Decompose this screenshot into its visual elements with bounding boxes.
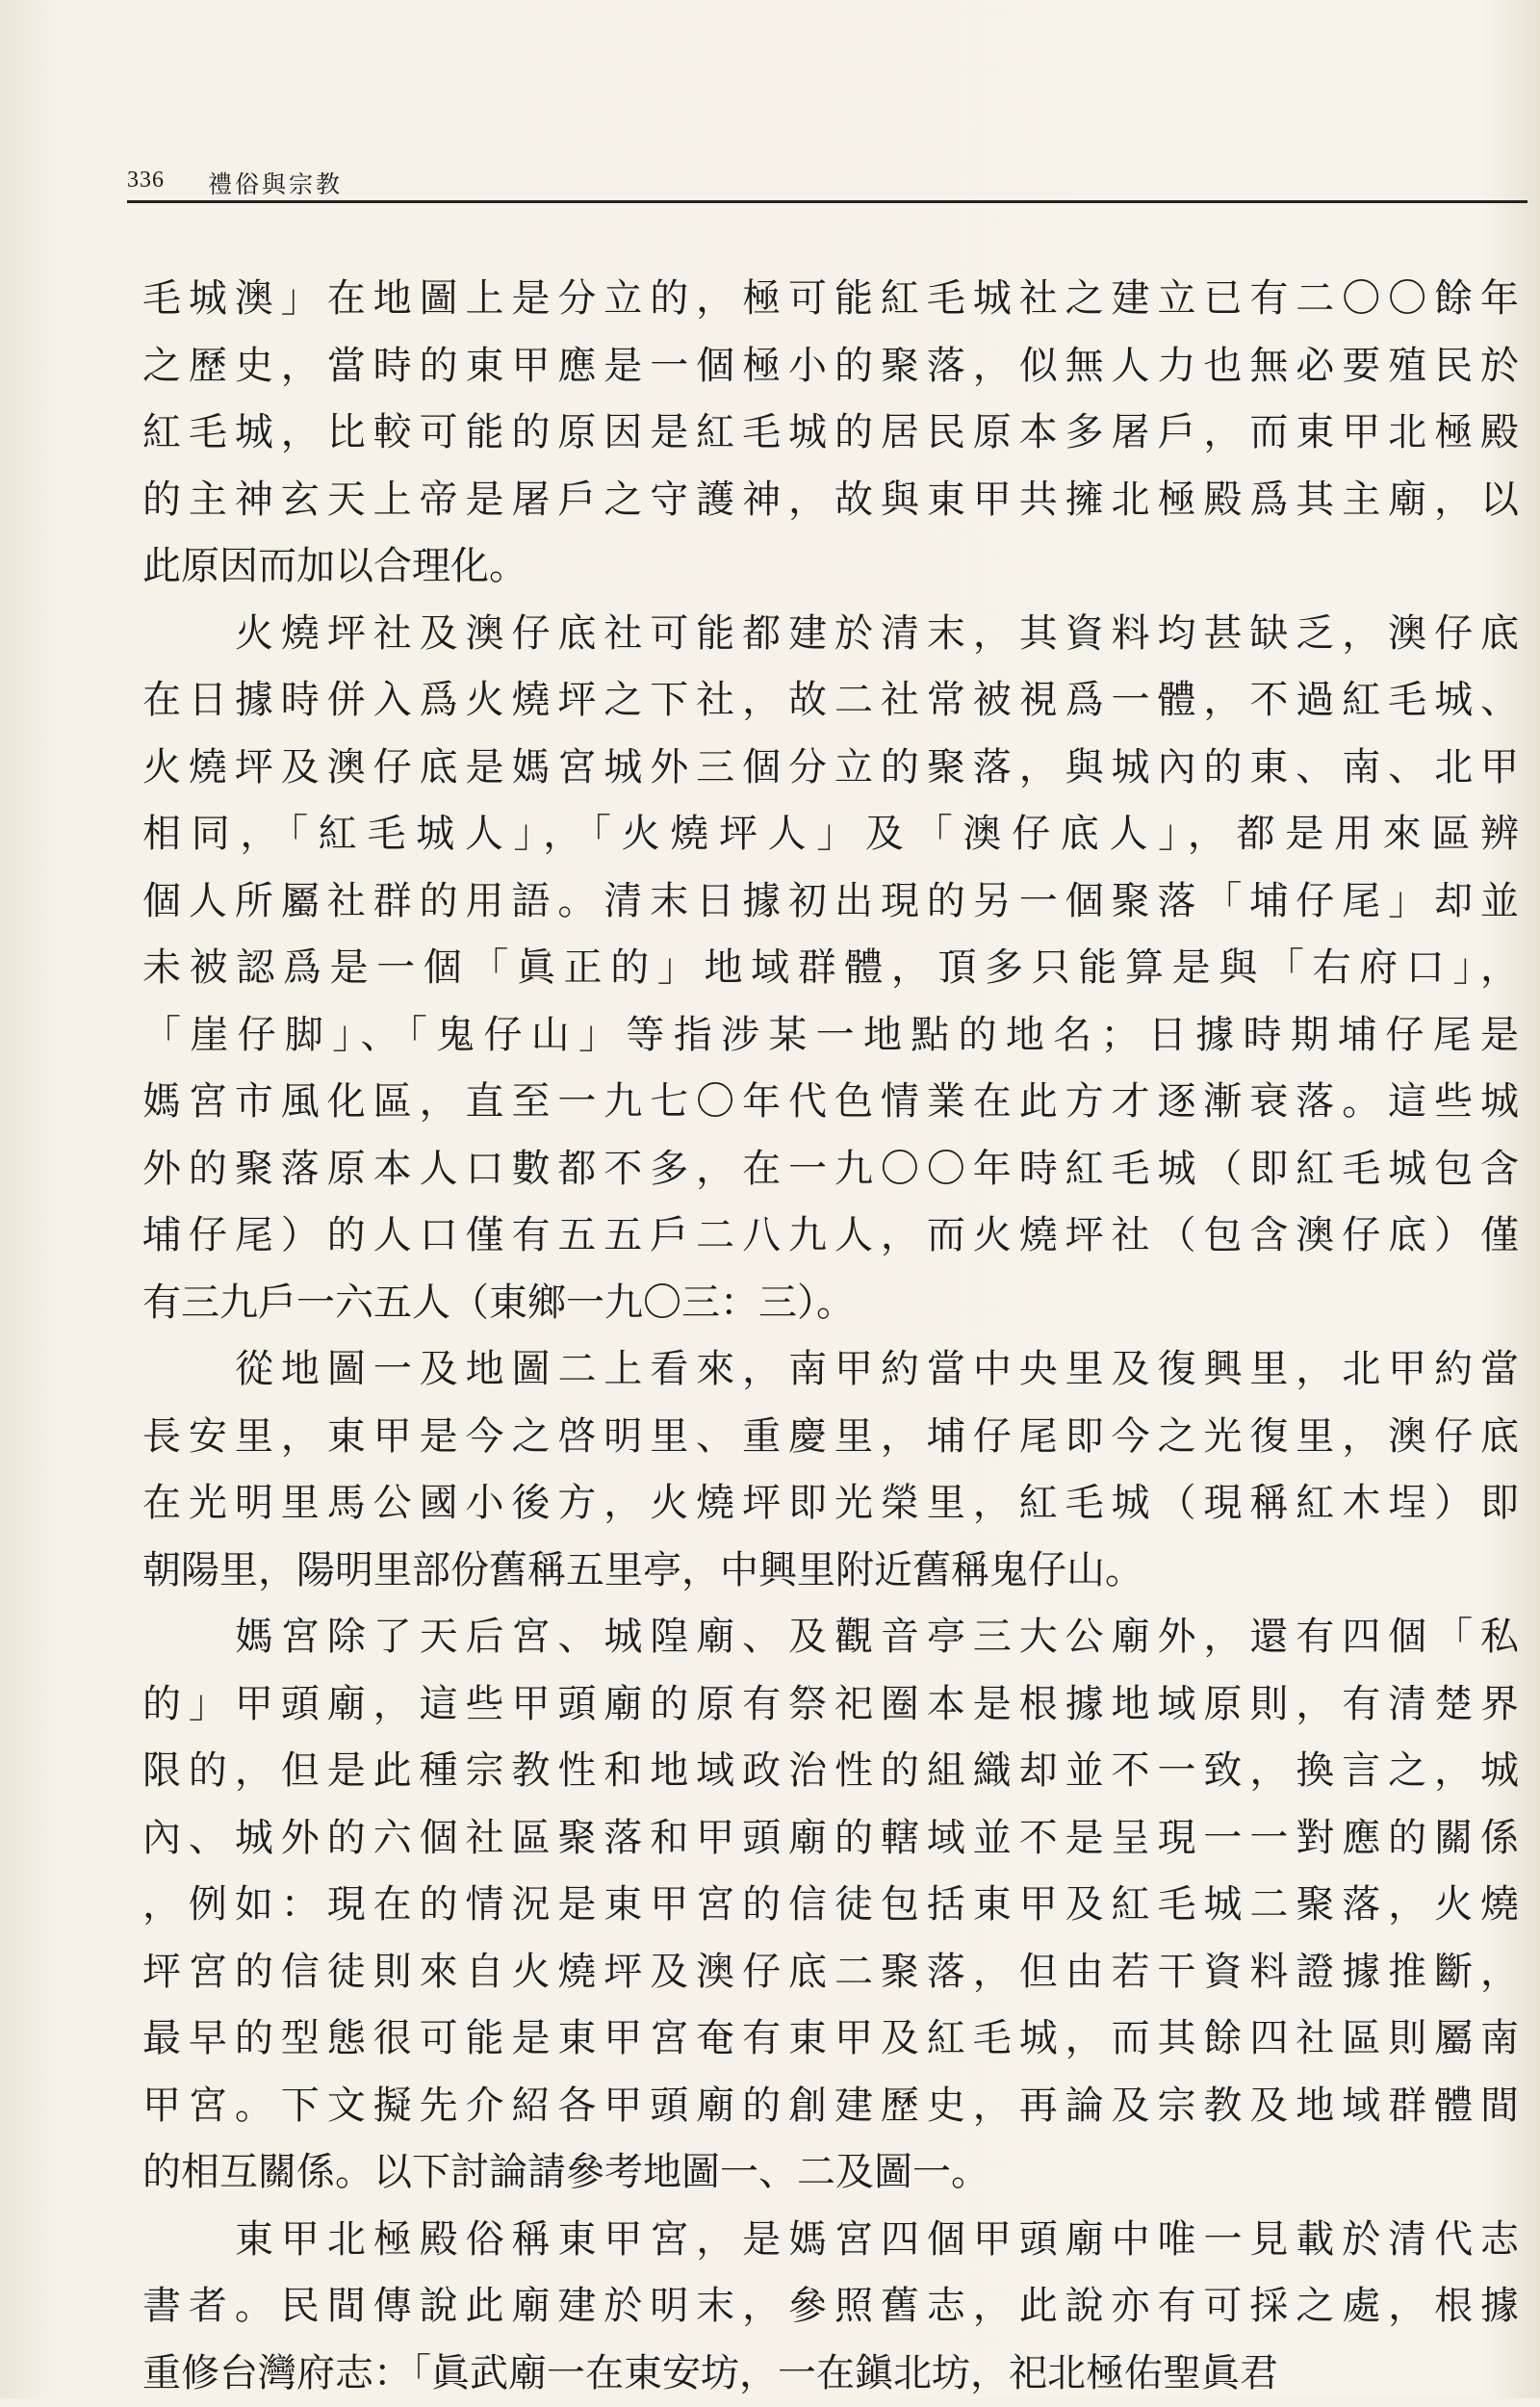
text-line: 從地圖一及地圖二上看來，南甲約當中央里及復興里，北甲約當 — [142, 1336, 1519, 1404]
text-line: 的相互關係。以下討論請參考地圖一、二及圖一。 — [142, 2139, 1519, 2207]
paragraph — [142, 601, 1519, 1337]
text-line: 長安里，東甲是今之啓明里、重慶里，埔仔尾即今之光復里，澳仔底 — [142, 1404, 1519, 1471]
page-number: 336 — [127, 168, 165, 194]
page-header — [127, 162, 1527, 200]
paragraph — [142, 1336, 1519, 1604]
text-line: 有三九戶一六五人（東鄉一九〇三：三）。 — [142, 1270, 1519, 1337]
text-line: 此原因而加以合理化。 — [142, 533, 1519, 601]
text-line: 在日據時併入爲火燒坪之下社，故二社常被視爲一體，不過紅毛城、 — [142, 667, 1519, 735]
text-line: 相同，「紅毛城人」，「火燒坪人」及「澳仔底人」，都是用來區辨 — [142, 801, 1519, 868]
text-line: 甲宮。下文擬先介紹各甲頭廟的創建歷史，再論及宗教及地域群體間 — [142, 2073, 1519, 2140]
text-line: 重修台灣府志：「眞武廟一在東安坊，一在鎭北坊，祀北極佑聖眞君 — [142, 2341, 1519, 2407]
text-line: 書者。民間傳說此廟建於明末，參照舊志，此說亦有可採之處，根據 — [142, 2273, 1519, 2341]
text-line: 限的，但是此種宗教性和地域政治性的組織却並不一致，換言之，城 — [142, 1738, 1519, 1805]
text-line: 未被認爲是一個「眞正的」地域群體，頂多只能算是與「右府口」， — [142, 935, 1519, 1002]
text-line: 「崖仔脚」、「鬼仔山」等指涉某一地點的地名；日據時期埔仔尾是 — [142, 1002, 1519, 1070]
text-line: 埔仔尾）的人口僅有五五戶二八九人，而火燒坪社（包含澳仔底）僅 — [142, 1203, 1519, 1270]
text-line: 火燒坪社及澳仔底社可能都建於清末，其資料均甚缺乏，澳仔底 — [142, 601, 1519, 668]
text-line: 坪宮的信徒則來自火燒坪及澳仔底二聚落，但由若干資料證據推斷， — [142, 1939, 1519, 2006]
text-line: 媽宮市風化區，直至一九七〇年代色情業在此方才逐漸衰落。這些城 — [142, 1069, 1519, 1136]
text-line: 外的聚落原本人口數都不多，在一九〇〇年時紅毛城（即紅毛城包含 — [142, 1136, 1519, 1204]
text-line: 火燒坪及澳仔底是媽宮城外三個分立的聚落，與城內的東、南、北甲 — [142, 735, 1519, 802]
running-title: 禮俗與宗教 — [208, 166, 343, 200]
text-line: 的主神玄天上帝是屠戶之守護神，故與東甲共擁北極殿爲其主廟，以 — [142, 467, 1519, 534]
text-line: 個人所屬社群的用語。清末日據初出現的另一個聚落「埔仔尾」却並 — [142, 868, 1519, 936]
text-line: 之歷史，當時的東甲應是一個極小的聚落，似無人力也無必要殖民於 — [142, 333, 1519, 401]
paragraph — [142, 2207, 1519, 2407]
paragraph — [142, 266, 1519, 601]
text-line: 最早的型態很可能是東甲宮奄有東甲及紅毛城，而其餘四社區則屬南 — [142, 2006, 1519, 2073]
text-line: 紅毛城，比較可能的原因是紅毛城的居民原本多屠戶，而東甲北極殿 — [142, 400, 1519, 467]
text-line: 的」甲頭廟，這些甲頭廟的原有祭祀圈本是根據地域原則，有清楚界 — [142, 1671, 1519, 1739]
text-line: 東甲北極殿俗稱東甲宮，是媽宮四個甲頭廟中唯一見載於清代志 — [142, 2207, 1519, 2274]
header-rule — [127, 200, 1527, 203]
text-line: 媽宮除了天后宮、城隍廟、及觀音亭三大公廟外，還有四個「私 — [142, 1604, 1519, 1671]
text-line: 在光明里馬公國小後方，火燒坪即光榮里，紅毛城（現稱紅木埕）即 — [142, 1470, 1519, 1538]
text-line: 朝陽里，陽明里部份舊稱五里亭，中興里附近舊稱鬼仔山。 — [142, 1538, 1519, 1605]
body-text — [142, 266, 1519, 2407]
text-line: 毛城澳」在地圖上是分立的，極可能紅毛城社之建立已有二〇〇餘年 — [142, 266, 1519, 333]
paragraph — [142, 1604, 1519, 2207]
text-line: 內、城外的六個社區聚落和甲頭廟的轄域並不是呈現一一對應的關係 — [142, 1805, 1519, 1873]
text-line: ，例如：現在的情況是東甲宮的信徒包括東甲及紅毛城二聚落，火燒 — [142, 1872, 1519, 1939]
